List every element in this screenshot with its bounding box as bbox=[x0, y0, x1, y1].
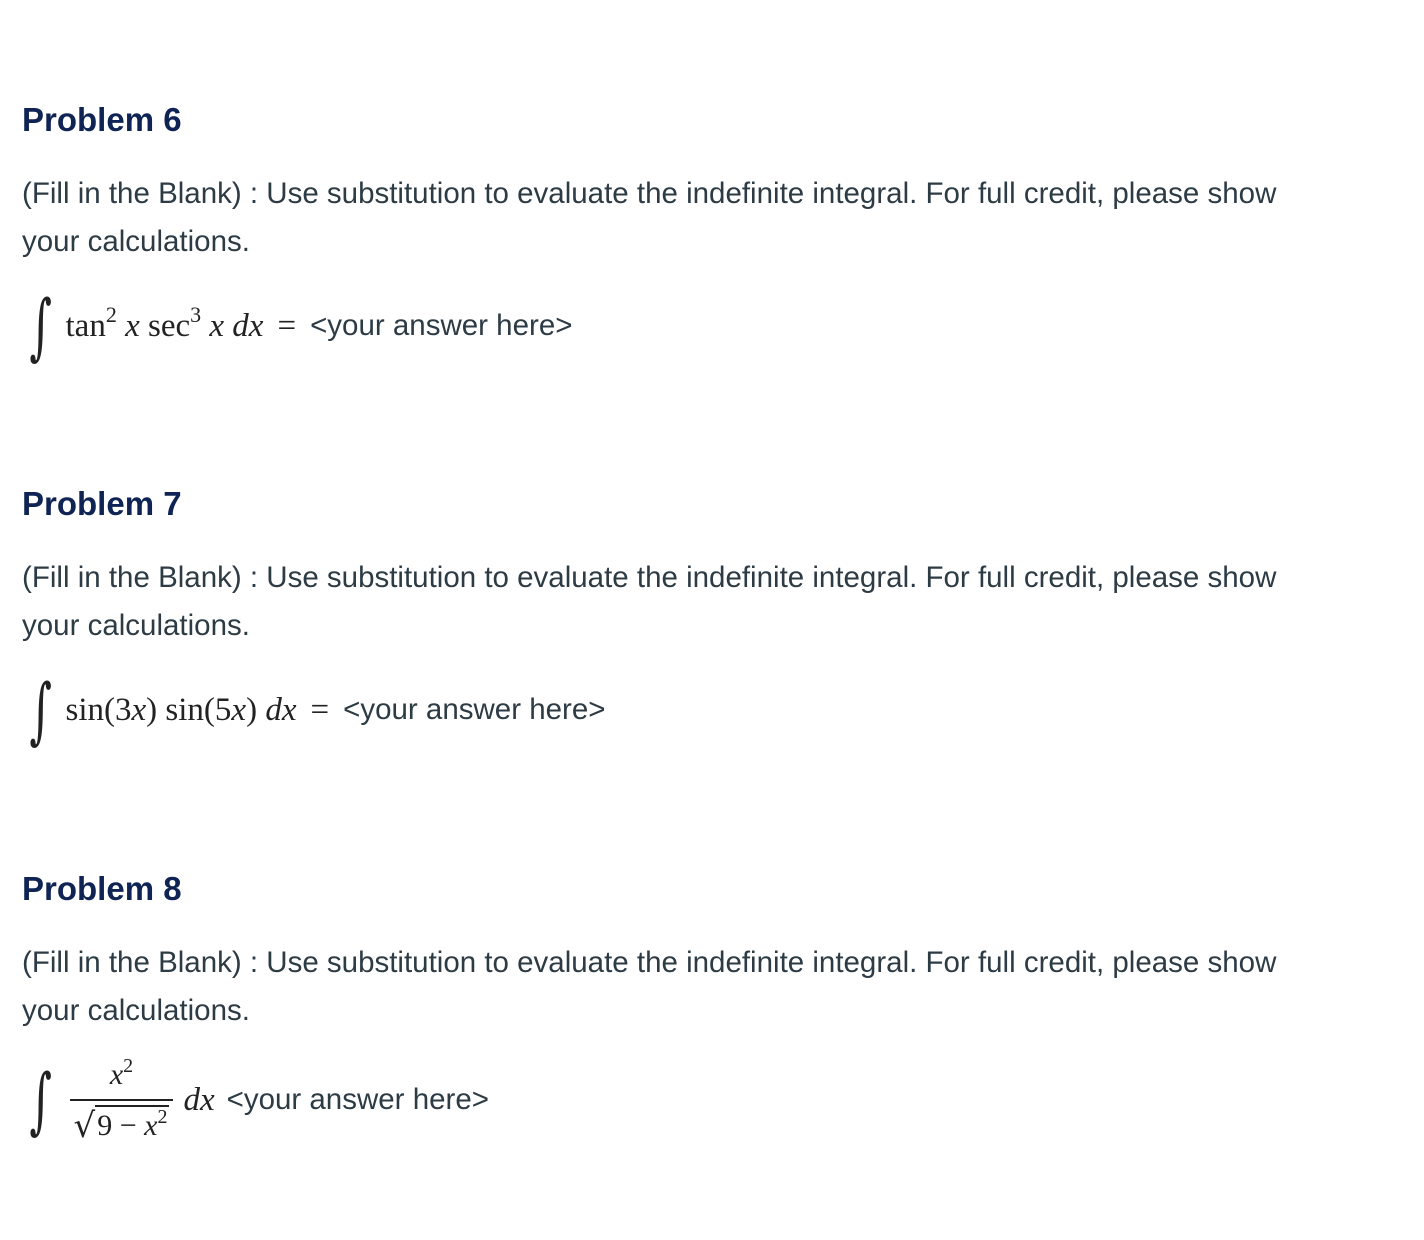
prompt-line-1: (Fill in the Blank) : Use substitution to evaluate the indefinite integral. For full credit, please show bbox=[22, 946, 1277, 979]
denominator: √ $9 - x^2$ bbox=[70, 1099, 174, 1145]
differential: dx bbox=[183, 1081, 215, 1118]
equals-sign: = bbox=[310, 691, 330, 728]
integral-sign-icon: ∫ bbox=[29, 1058, 53, 1142]
integral-expression bbox=[22, 1055, 489, 1145]
answer-blank[interactable]: <your answer here> bbox=[310, 309, 573, 342]
answer-blank[interactable]: <your answer here> bbox=[226, 1083, 489, 1116]
answer-blank[interactable]: <your answer here> bbox=[343, 693, 606, 726]
integral-sign-icon: ∫ bbox=[29, 668, 53, 752]
integral-expression bbox=[22, 284, 573, 368]
square-root-icon: √ bbox=[73, 1106, 96, 1146]
problem-title: Problem 7 bbox=[22, 485, 182, 522]
problem-title: Problem 8 bbox=[22, 870, 182, 907]
integrand: sin(3x) sin(5x) dx bbox=[65, 691, 297, 728]
problem-prompt bbox=[22, 554, 1402, 650]
equals-sign: = bbox=[277, 307, 297, 344]
integrand: $\tan^2 x$ $\sec^3 x$ dx bbox=[65, 301, 264, 344]
prompt-line-1: (Fill in the Blank) : Use substitution to evaluate the indefinite integral. For full credit, please show bbox=[22, 561, 1277, 594]
prompt-line-2: your calculations. bbox=[22, 225, 250, 258]
fraction bbox=[70, 1055, 174, 1145]
problem-title: Problem 6 bbox=[22, 101, 182, 138]
problem-7 bbox=[22, 484, 1402, 752]
problem-prompt bbox=[22, 170, 1402, 266]
prompt-line-2: your calculations. bbox=[22, 994, 250, 1027]
problem-prompt bbox=[22, 939, 1402, 1035]
prompt-line-1: (Fill in the Blank) : Use substitution to evaluate the indefinite integral. For full credit, please show bbox=[22, 177, 1277, 210]
integral-sign-icon: ∫ bbox=[29, 284, 53, 368]
problem-6 bbox=[22, 100, 1402, 368]
numerator: $x^2$ bbox=[109, 1055, 134, 1091]
integral-expression bbox=[22, 668, 606, 752]
problem-8 bbox=[22, 869, 1402, 1146]
prompt-line-2: your calculations. bbox=[22, 609, 250, 642]
